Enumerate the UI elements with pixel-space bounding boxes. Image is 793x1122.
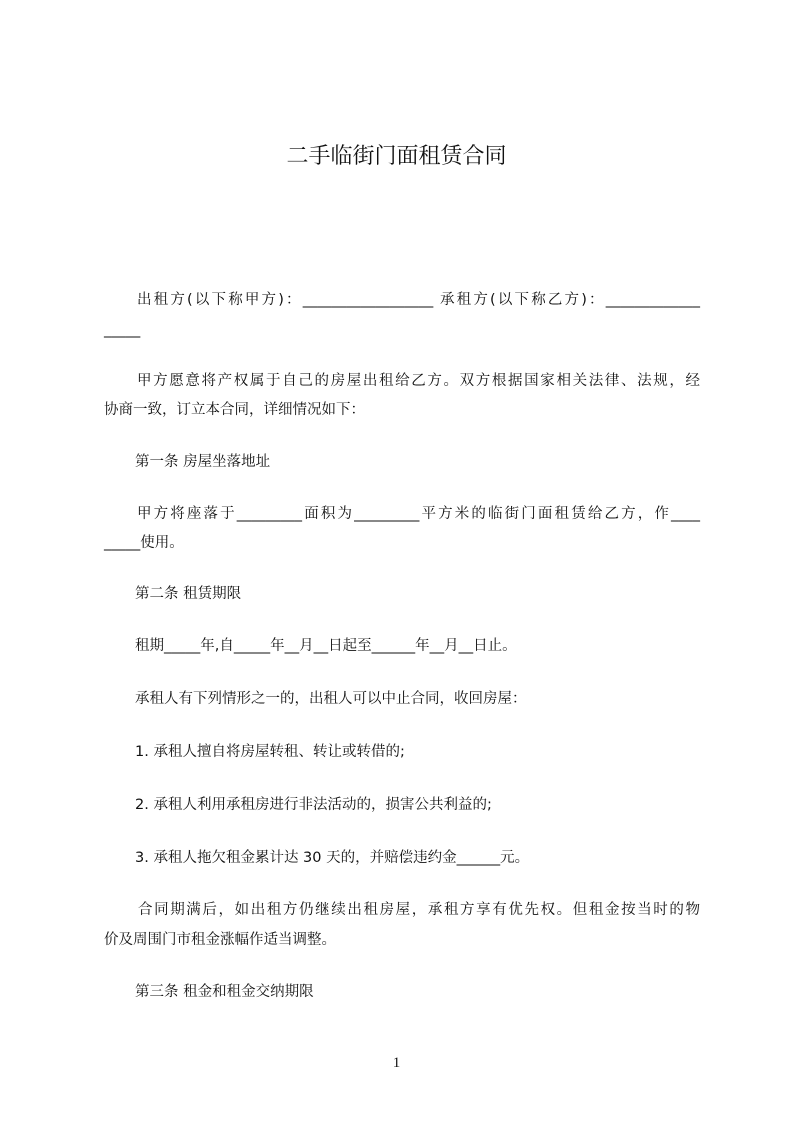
article1-paragraph: 甲方将座落于_________面积为_________平方米的临街门面租赁给乙方，作____ — [137, 506, 700, 522]
document-title: 二手临街门面租赁合同 — [286, 144, 507, 169]
renewal-paragraph: 合同期满后，如出租方仍继续出租房屋，承租方享有优先权。但租金按当时的物 — [138, 902, 700, 918]
article1-paragraph-cont: _____使用。 — [104, 535, 184, 551]
article3-heading: 第三条 租金和租金交纳期限 — [135, 984, 314, 1000]
article2-heading: 第二条 租赁期限 — [135, 586, 242, 602]
list-item: 1. 承租人擅自将房屋转租、转让或转借的; — [135, 744, 405, 760]
list-item: 3. 承租人拖欠租金累计达 30 天的，并赔偿违约金______元。 — [135, 850, 530, 866]
article1-heading: 第一条 房屋坐落地址 — [135, 454, 271, 470]
renewal-paragraph-cont: 价及周围门市租金涨幅作适当调整。 — [104, 932, 336, 948]
termination-intro: 承租人有下列情形之一的，出租人可以中止合同，收回房屋： — [135, 691, 527, 707]
page-number: 1 — [392, 1055, 401, 1071]
list-item: 2. 承租人利用承租房进行非法活动的，损害公共利益的; — [135, 797, 492, 813]
parties-line-cont: _____ — [104, 322, 141, 338]
intro-paragraph-cont: 协商一致，订立本合同，详细情况如下： — [104, 402, 365, 418]
intro-paragraph: 甲方愿意将产权属于自己的房屋出租给乙方。双方根据国家相关法律、法规，经 — [137, 373, 700, 389]
parties-line: 出租方(以下称甲方)：__________________ 承租方(以下称乙方)：_____________ — [137, 292, 700, 308]
term-paragraph: 租期_____年,自_____年__月__日起至______年__月__日止。 — [135, 638, 517, 654]
